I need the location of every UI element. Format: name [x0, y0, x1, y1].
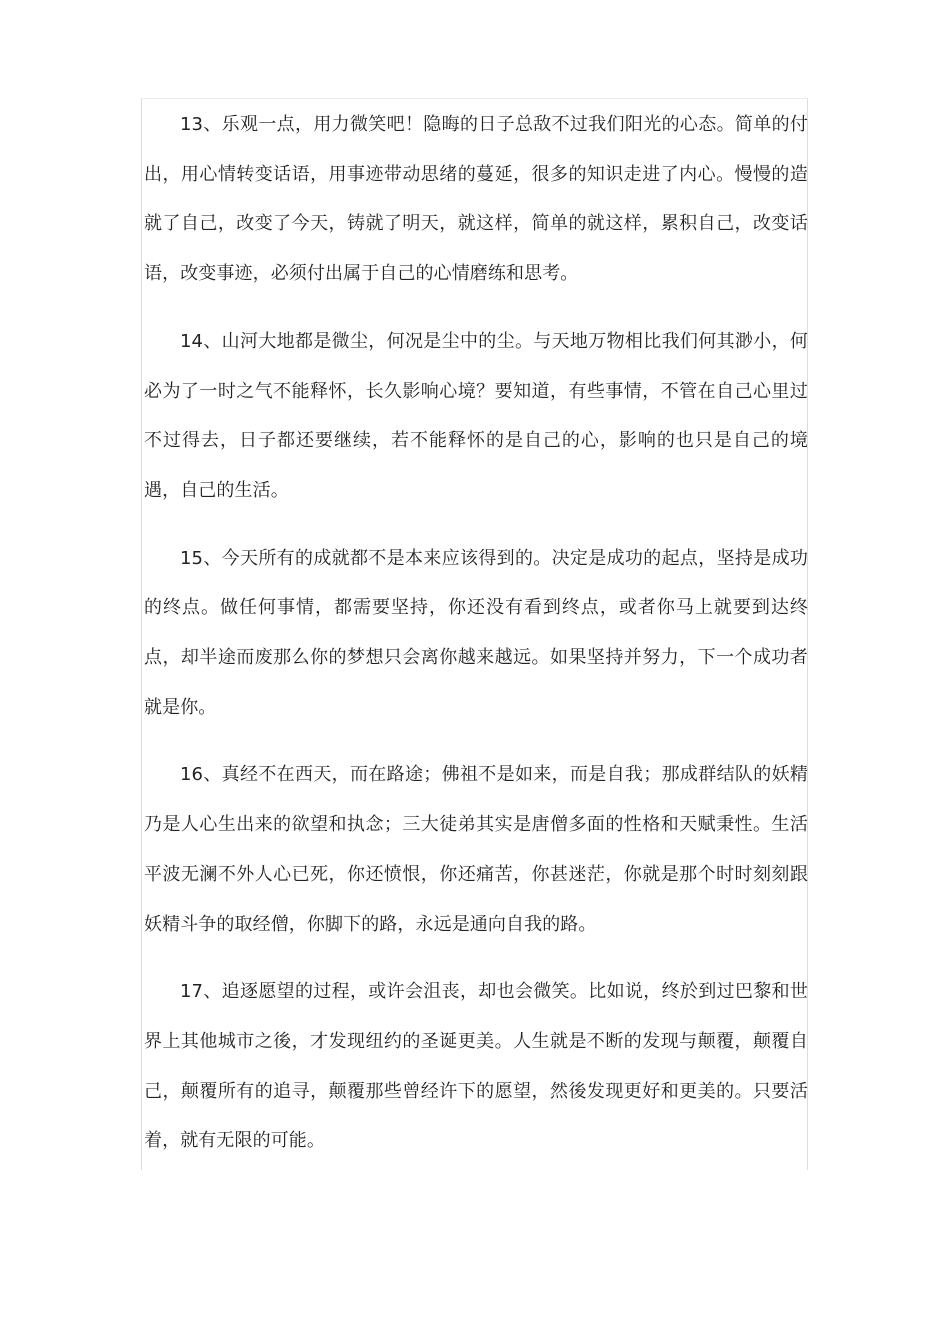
paragraph-14: 14、山河大地都是微尘，何况是尘中的尘。与天地万物相比我们何其渺小，何必为了一时之气不能释怀，长久影响心境？要知道，有些事情，不管在自己心里过不过得去，日子都还要继续，若不能释怀的是自己的心，影响的也只是自己的境遇，自己的生活。 [144, 330, 808, 501]
paragraph-16: 16、真经不在西天，而在路途；佛祖不是如来，而是自我；那成群结队的妖精乃是人心生出来的欲望和执念；三大徒弟其实是唐僧多面的性格和天赋秉性。生活平波无澜不外人心已死，你还愤恨，你还痛苦，你甚迷茫，你就是那个时时刻刻跟妖精斗争的取经僧，你脚下的路，永远是通向自我的路。 [144, 764, 808, 935]
paragraph-15: 15、今天所有的成就都不是本来应该得到的。决定是成功的起点，坚持是成功的终点。做任何事情，都需要坚持，你还没有看到终点，或者你马上就要到达终点，却半途而废那么你的梦想只会离你越来越远。如果坚持并努力，下一个成功者就是你。 [144, 547, 808, 718]
document-body [144, 100, 808, 1184]
paragraph-13: 13、乐观一点，用力微笑吧！隐晦的日子总敌不过我们阳光的心态。简单的付出，用心情转变话语，用事迹带动思绪的蔓延，很多的知识走进了内心。慢慢的造就了自己，改变了今天，铸就了明天，就这样，简单的就这样，累积自己，改变话语，改变事迹，必须付出属于自己的心情磨练和思考。 [144, 114, 808, 285]
paragraph-17: 17、追逐愿望的过程，或许会沮丧，却也会微笑。比如说，终於到过巴黎和世界上其他城市之後，才发现纽约的圣诞更美。人生就是不断的发现与颠覆，颠覆自己，颠覆所有的追寻，颠覆那些曾经许下的愿望，然後发现更好和更美的。只要活着，就有无限的可能。 [144, 981, 808, 1152]
